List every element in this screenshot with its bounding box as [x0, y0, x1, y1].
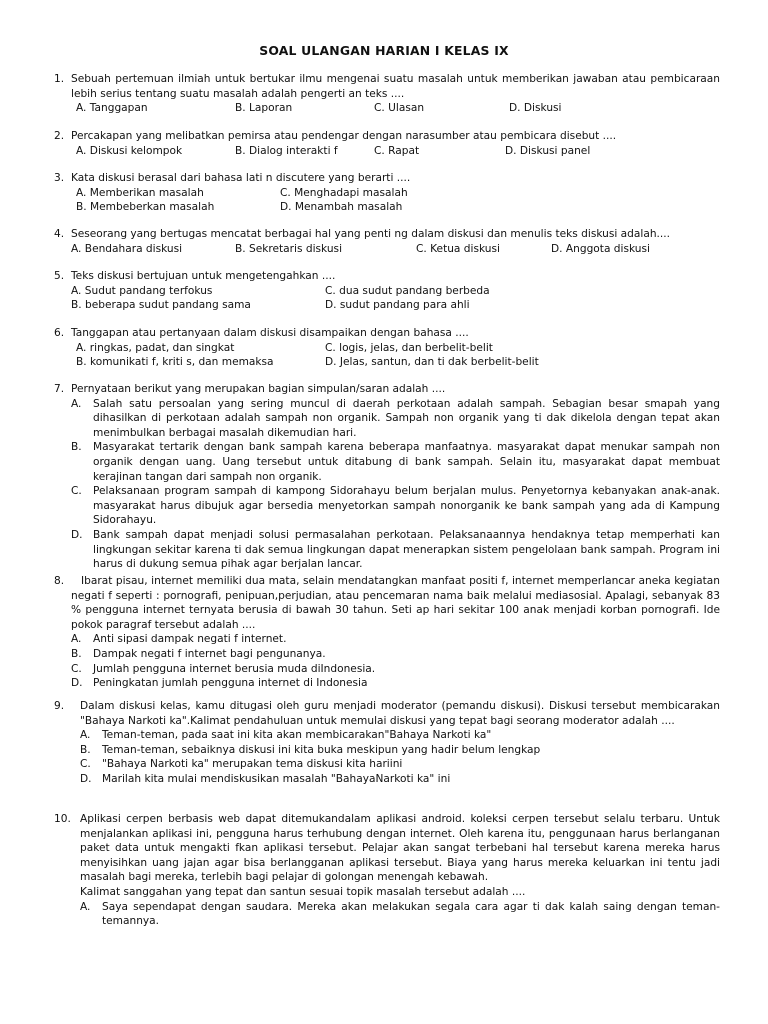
question-number: 3.	[54, 172, 65, 184]
question-number: 8.	[54, 575, 65, 587]
question-stem: Dalam diskusi kelas, kamu ditugasi oleh guru menjadi moderator (pemandu diskusi). Diskusi tersebut membicarakan "Bahaya Narkoti ka".Kalimat pendahuluan untuk memulai diskusi yang tepat bagi seorang moderator adalah ....	[80, 700, 720, 727]
option-d: D. Menambah masalah	[280, 201, 403, 214]
option-d	[71, 528, 720, 572]
question-10	[54, 812, 720, 929]
option-letter: C.	[71, 485, 82, 498]
option-row	[54, 298, 720, 313]
option-letter: D.	[80, 772, 92, 785]
option-d: D. Diskusi	[509, 102, 562, 115]
option-b: B. Laporan	[235, 102, 293, 115]
option-row	[54, 186, 720, 201]
option-text: Masyarakat tertarik dengan bank sampah karena beberapa manfaatnya. masyarakat dapat menukar sampah non organik dengan uang. Uang tersebut untuk ditabung di bank sampah. Selain itu, masyarakat dapat membuat kerajinan tangan dari sampah non organik.	[93, 441, 720, 483]
option-row	[54, 355, 720, 370]
option-text: Dampak negati f internet bagi pengunanya.	[93, 647, 326, 660]
option-a	[71, 632, 720, 647]
option-letter: C.	[80, 758, 91, 771]
option-c: C. dua sudut pandang berbeda	[325, 284, 490, 297]
option-text: Peningkatan jumlah pengguna internet di Indonesia	[93, 677, 368, 690]
option-row	[54, 284, 720, 299]
option-d: D. sudut pandang para ahli	[325, 299, 470, 312]
option-letter: C.	[71, 662, 82, 675]
question-5	[54, 269, 720, 313]
option-a: A. Bendahara diskusi	[71, 242, 183, 255]
option-d	[80, 772, 720, 787]
question-4	[54, 227, 720, 256]
option-b: B. komunikati f, kriti s, dan memaksa	[76, 356, 274, 369]
option-b: B. beberapa sudut pandang sama	[71, 299, 251, 312]
question-stem: Pernyataan berikut yang merupakan bagian simpulan/saran adalah ....	[71, 383, 446, 395]
question-prompt: Kalimat sanggahan yang tepat dan santun sesuai topik masalah tersebut adalah ....	[80, 885, 526, 898]
option-a: A. ringkas, padat, dan singkat	[76, 341, 235, 354]
option-a: A. Diskusi kelompok	[76, 144, 183, 157]
option-letter: D.	[71, 677, 83, 690]
question-9	[54, 699, 720, 787]
question-stem: Percakapan yang melibatkan pemirsa atau pendengar dengan narasumber atau pembicara disebut ....	[71, 130, 617, 142]
question-1	[54, 72, 720, 116]
option-b	[71, 440, 720, 484]
question-number: 9.	[54, 700, 65, 712]
question-number: 10.	[54, 813, 71, 825]
option-b	[80, 743, 720, 758]
option-row	[54, 200, 720, 215]
option-text: Anti sipasi dampak negati f internet.	[93, 633, 287, 646]
option-d: D. Jelas, santun, dan ti dak berbelit-belit	[325, 356, 539, 369]
option-text: Pelaksanaan program sampah di kampong Sidorahayu belum berjalan mulus. Penyetornya kebanyakan anak-anak. masyarakat harus dibujuk agar bersedia menyetorkan sampah nonorganik ke bank sampah yang ada di Kampung Sidorahayu.	[93, 485, 720, 527]
option-row	[54, 101, 720, 116]
question-stem: Tanggapan atau pertanyaan dalam diskusi disampaikan dengan bahasa ....	[71, 327, 469, 339]
option-c: C. Menghadapi masalah	[280, 186, 408, 199]
page-title: SOAL ULANGAN HARIAN I KELAS IX	[259, 43, 509, 58]
option-c: C. logis, jelas, dan berbelit-belit	[325, 341, 493, 354]
option-letter: B.	[80, 743, 91, 756]
question-2	[54, 129, 720, 158]
question-number: 4.	[54, 228, 65, 240]
option-row	[54, 144, 720, 159]
option-b: B. Sekretaris diskusi	[235, 242, 343, 255]
option-d: D. Anggota diskusi	[551, 242, 650, 255]
option-a: A. Sudut pandang terfokus	[71, 284, 213, 297]
option-text: Saya sependapat dengan saudara. Mereka akan melakukan segala cara agar ti dak kalah saing dengan teman-temannya.	[102, 900, 720, 928]
question-3	[54, 171, 720, 215]
option-b: B. Membeberkan masalah	[76, 201, 215, 214]
option-a	[80, 900, 720, 929]
option-letter: A.	[71, 633, 82, 646]
option-text: Teman-teman, pada saat ini kita akan membicarakan"Bahaya Narkoti ka"	[102, 729, 492, 742]
option-c: C. Ketua diskusi	[416, 242, 500, 255]
option-a: A. Tanggapan	[76, 102, 148, 115]
option-letter: D.	[71, 528, 83, 541]
option-text: Salah satu persoalan yang sering muncul di daerah perkotaan adalah sampah. Sebagian besar smapah yang dihasilkan di perkotaan adalah sampah non organik. Sampah non organik yang ti dak dikelola dengan tepat akan menimbulkan berbagai masalah dikemudian hari.	[93, 397, 720, 439]
question-number: 5.	[54, 270, 65, 282]
question-6	[54, 326, 720, 370]
option-c: C. Rapat	[374, 144, 420, 157]
option-c	[80, 757, 720, 772]
question-number: 7.	[54, 383, 65, 395]
option-letter: A.	[80, 900, 91, 913]
question-7	[54, 382, 720, 572]
option-c: C. Ulasan	[374, 102, 425, 115]
option-b: B. Dialog interakti f	[235, 144, 338, 157]
option-letter: B.	[71, 441, 82, 454]
option-a: A. Memberikan masalah	[76, 186, 204, 199]
question-stem: Teks diskusi bertujuan untuk mengetengahkan ....	[71, 270, 336, 282]
question-8	[54, 574, 720, 691]
option-letter: A.	[80, 729, 91, 742]
option-c	[71, 662, 720, 677]
option-text: Teman-teman, sebaiknya diskusi ini kita buka meskipun yang hadir belum lengkap	[102, 743, 541, 756]
question-number: 2.	[54, 130, 65, 142]
option-c	[71, 484, 720, 528]
question-number: 6.	[54, 327, 65, 339]
question-stem: Seseorang yang bertugas mencatat berbagai hal yang penti ng dalam diskusi dan menulis teks diskusi adalah....	[71, 228, 671, 240]
option-a	[80, 728, 720, 743]
option-text: "Bahaya Narkoti ka" merupakan tema diskusi kita hariini	[102, 758, 403, 771]
question-stem: Kata diskusi berasal dari bahasa lati n discutere yang berarti ....	[71, 172, 411, 184]
option-letter: A.	[71, 397, 82, 410]
option-letter: B.	[71, 647, 82, 660]
option-d: D. Diskusi panel	[505, 144, 591, 157]
option-b	[71, 647, 720, 662]
option-row	[54, 242, 720, 257]
question-stem: Sebuah pertemuan ilmiah untuk bertukar ilmu mengenai suatu masalah untuk memberikan jawaban atau pembicaraan lebih serius tentang suatu masalah adalah pengerti an teks ....	[71, 73, 720, 100]
option-text: Marilah kita mulai mendiskusikan masalah "BahayaNarkoti ka" ini	[102, 772, 451, 785]
question-number: 1.	[54, 73, 65, 85]
question-stem: Aplikasi cerpen berbasis web dapat ditemukandalam aplikasi android. koleksi cerpen tersebut selalu terbaru. Untuk menjalankan aplikasi ini, pengguna harus terhubung dengan internet. Oleh karena itu, penggunaan harus berlanganan paket data untuk mengakti fkan aplikasi tersebut. Pelajar akan sangat terbebani hal tersebut karena mereka harus menyisihkan uang jajan agar bisa berlangganan aplikasi tersebut. Biaya yang harus mereka keluarkan ini tentu jadi masalah bagi mereka, terlebih bagi pelajar di golongan menengah kebawah.	[80, 813, 720, 884]
option-text: Jumlah pengguna internet berusia muda diIndonesia.	[93, 662, 376, 675]
option-text: Bank sampah dapat menjadi solusi permasalahan perkotaan. Pelaksanaannya hendaknya tetap memperhati kan lingkungan sekitar karena ti dak semua lingkungan dapat menerapkan sistem pengelolaan bank sampah. Program ini harus di dukung semua pihak agar berjalan lancar.	[93, 528, 720, 571]
option-a	[71, 397, 720, 441]
question-stem: Ibarat pisau, internet memiliki dua mata, selain mendatangkan manfaat positi f, internet memperlancar aneka kegiatan negati f seperti : pornografi, penipuan,perjudian, atau pencemaran nama baik melalui mediasosial. Apalagi, sebanyak 83 % pengguna internet ternyata berusia di bawah 30 tahun. Seti ap hari sekitar 100 anak menjadi korban pornografi. Ide pokok paragraf tersebut adalah ....	[71, 575, 720, 631]
option-d	[71, 676, 720, 691]
option-row	[54, 341, 720, 356]
